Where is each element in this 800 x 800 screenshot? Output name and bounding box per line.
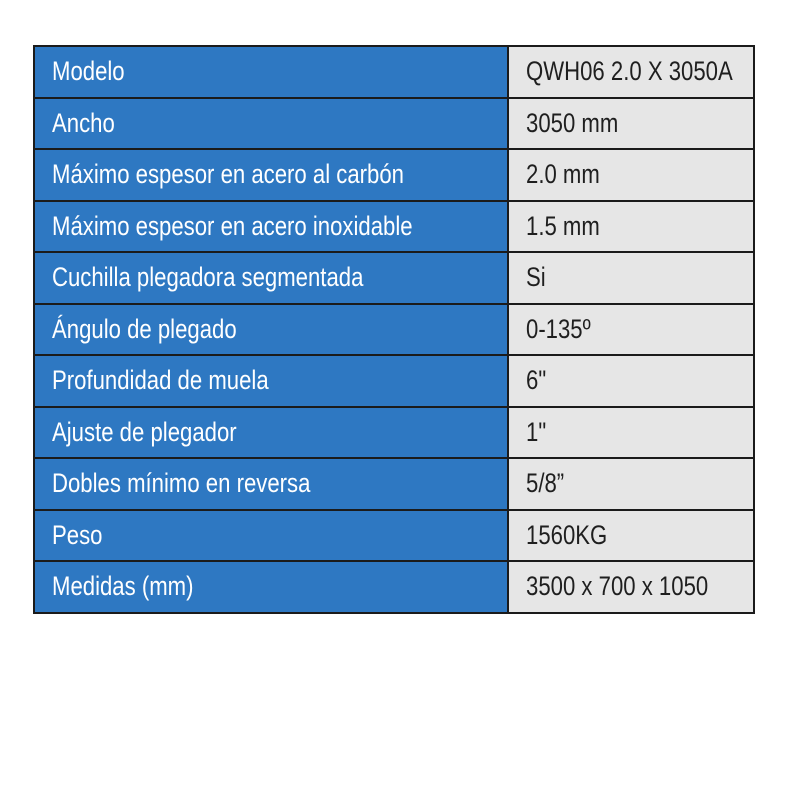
table-row [34,407,754,459]
spec-value: 1560KG [508,510,754,562]
spec-value: 2.0 mm [508,149,754,201]
table-row [34,46,754,98]
spec-table [33,45,755,614]
spec-value: QWH06 2.0 X 3050A [508,46,754,98]
table-row [34,458,754,510]
spec-label: Máximo espesor en acero al carbón [34,149,508,201]
spec-value: 1" [508,407,754,459]
table-row [34,355,754,407]
spec-label: Dobles mínimo en reversa [34,458,508,510]
spec-value: 3500 x 700 x 1050 [508,561,754,613]
table-row [34,510,754,562]
spec-label: Cuchilla plegadora segmentada [34,252,508,304]
spec-value: 3050 mm [508,98,754,150]
spec-value: Si [508,252,754,304]
spec-label: Ajuste de plegador [34,407,508,459]
table-row [34,304,754,356]
table-row [34,149,754,201]
table-row [34,201,754,253]
spec-value: 6" [508,355,754,407]
spec-label: Profundidad de muela [34,355,508,407]
table-row [34,98,754,150]
spec-label: Medidas (mm) [34,561,508,613]
spec-label: Máximo espesor en acero inoxidable [34,201,508,253]
table-row [34,561,754,613]
spec-label: Ángulo de plegado [34,304,508,356]
spec-value: 5/8” [508,458,754,510]
spec-label: Peso [34,510,508,562]
spec-label: Ancho [34,98,508,150]
spec-value: 0-135º [508,304,754,356]
spec-value: 1.5 mm [508,201,754,253]
table-row [34,252,754,304]
spec-label: Modelo [34,46,508,98]
